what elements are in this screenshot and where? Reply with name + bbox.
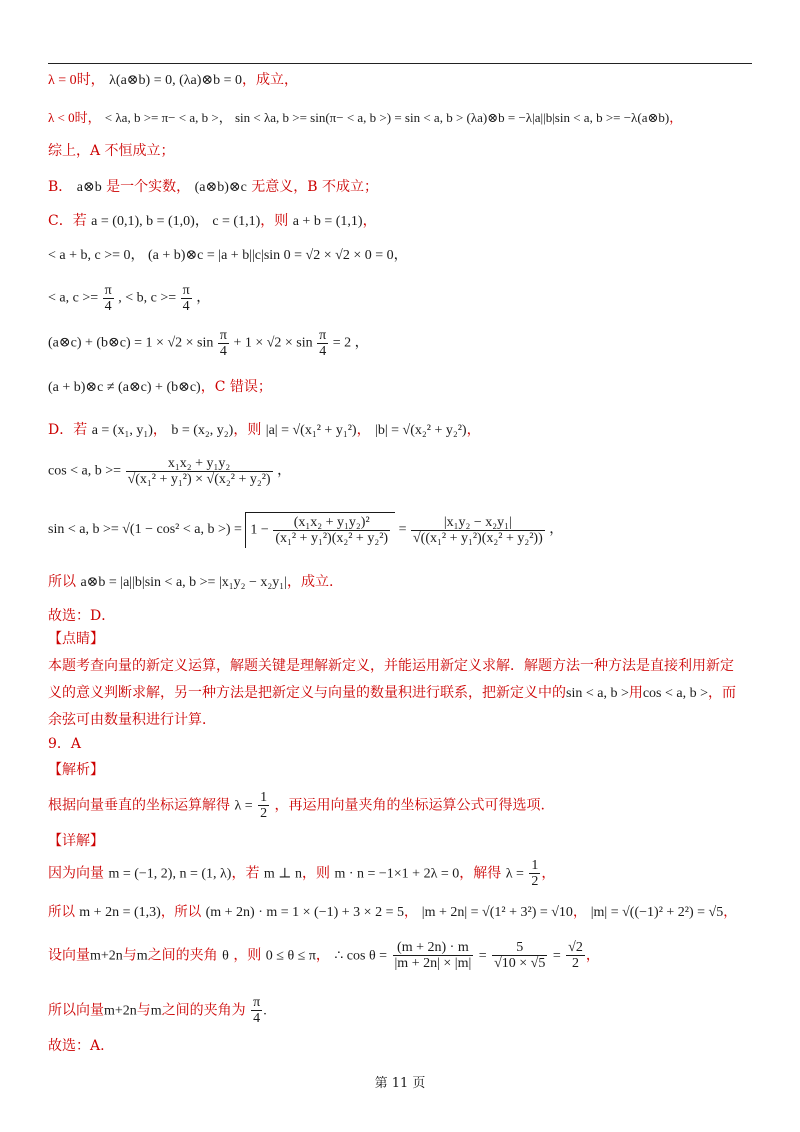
math: (a + b)⊗c ≠ (a⊗c) + (b⊗c) [48,380,201,395]
text: ，若 [231,865,260,882]
option-d-line [48,420,758,441]
math: < λa, b >= π− < a, b >， sin < λa, b >= sin(π− < a, b >) = sin < a, b > (λa)⊗b = −λ|a||b|sin < a, b >= −λ(a⊗b) [104,110,670,125]
numerator: 1 [531,858,539,873]
math-line [48,283,758,314]
text: 所以 [48,574,76,590]
math: λ(a⊗b) = 0, (λa)⊗b = 0 [109,73,243,88]
text: ， [315,947,330,964]
denominator: |m + 2n| × |m| [394,956,472,971]
denominator: √10 × √5 [494,956,546,971]
fraction [492,940,547,971]
fraction [273,515,390,546]
denominator: √(x₁² + y₁²) × √(x₂² + y₂²) [127,472,271,487]
sqrt [245,512,395,548]
numerator: (m + 2n) · m [393,940,474,956]
text-line [48,902,758,923]
fraction [251,995,262,1026]
math-line [48,512,758,548]
math: +2 [100,948,116,964]
text: ，则 [233,947,262,964]
text-line: 本题考查向量的新定义运算，解题关键是理解新定义，并能运用新定义求解．解题方法一种方法是直接利用新定 [48,658,734,674]
text: ，则 [301,865,330,882]
fraction [566,940,585,971]
math: m + 2n = (1,3) [79,905,161,920]
text: ， [585,947,600,964]
text-line [48,108,758,129]
math: m [136,948,148,964]
math: m [90,948,101,964]
text-line: 综上，A 不恒成立； [48,143,175,159]
text-line [48,995,758,1026]
math: λ = 0 [48,73,77,88]
text: ， [356,422,371,438]
text: ，再运用向量夹角的坐标运算公式可得选项. [274,797,545,814]
numerator: π [182,283,190,298]
math: ， [196,290,211,306]
math: a⊗b = |a||b|sin < a, b >= |x₁y₂ − x₂y₁| [80,575,287,590]
math: sin < a, b >= √(1 − cos² < a, b >) = [48,522,242,538]
text: 之间的夹角为 [161,1002,246,1019]
text-line [48,790,758,821]
math-line: < a + b, c >= 0， (a + b)⊗c = |a + b||c|sin 0 = √2 × √2 × 0 = 0， [48,248,408,263]
fraction [103,283,114,314]
text: ， [541,865,556,882]
text: 根据向量垂直的坐标运算解得 [48,797,230,814]
section-heading: 【详解】 [48,833,104,849]
fraction [258,790,269,821]
text: 义的意义判断求解，另一种方法是把新定义与向量的数量积进行联系，把新定义中的 [48,685,566,701]
text: ，解得 [459,865,502,882]
math: 1 − [250,522,269,538]
text: ，成立. [286,574,334,590]
math: λ = [505,866,524,882]
text: 与 [136,1002,151,1019]
text: 所以 [48,904,75,920]
numerator: 5 [492,940,547,956]
denominator: 4 [253,1011,261,1026]
text: ，而 [708,685,737,701]
math: = [552,948,561,964]
math: n [129,1003,137,1019]
math: + 1 × √2 × sin [233,335,313,351]
answer-line: 故选：D． [48,608,116,624]
text: 之间的夹角 [147,947,218,964]
math: θ [222,948,229,964]
math: (m + 2n) · m = 1 × (−1) + 3 × 2 = 5 [205,905,404,920]
math: ， [549,522,564,538]
label: D．若 [48,422,88,438]
numerator: π [219,328,227,343]
fraction [181,283,192,314]
option-b-line [48,177,758,198]
math: (a⊗b)⊗c [194,180,247,195]
math: a = (0,1), b = (1,0)， c = (1,1) [91,214,261,229]
text: 所以向量 [48,1002,104,1019]
denominator: 4 [219,344,227,359]
math: ， [277,463,292,479]
text: 与 [122,947,137,964]
math: m [104,1003,115,1019]
math: a + b = (1,1) [292,214,363,229]
math: λ < 0 [48,110,75,125]
page-footer: 第 11 页 [374,1076,426,1091]
math: 0 ≤ θ ≤ π [265,948,316,964]
denominator: 2 [572,956,580,971]
text: ，成立， [242,72,299,88]
text: ， [466,422,481,438]
text: 无意义，B 不成立； [251,179,379,195]
math-line [48,456,758,487]
text-line [48,940,758,971]
text-line [48,858,758,889]
option-c-line [48,211,758,232]
math: m ⊥ n [263,866,302,882]
text: 时， [74,111,101,126]
numerator: π [104,283,112,298]
text-line: 余弦可由数量积进行计算． [48,712,216,728]
text: ，则 [233,422,262,438]
label: C．若 [48,213,87,229]
denominator: (x₁² + y₁²)(x₂² + y₂²) [275,531,389,546]
header-rule [48,63,752,64]
math: |m| = √((−1)² + 2²) = √5 [590,905,724,920]
math: < a, c >= [48,290,99,306]
text: ， [572,904,587,920]
denominator: 4 [182,299,190,314]
math: cos < a, b > [642,686,709,701]
section-heading: 【解析】 [48,762,104,778]
math: |b| = √(x₂² + y₂²) [375,423,467,438]
text-line [48,572,758,593]
text: 时， [76,72,105,88]
math: m · n = −1×1 + 2λ = 0 [334,866,460,882]
math: ∴ cos θ = [334,948,388,964]
text: ， [723,904,737,920]
math: λ = [234,798,253,814]
math: (a⊗c) + (b⊗c) = 1 × √2 × sin [48,335,214,351]
numerator: π [319,328,327,343]
fraction [317,328,328,359]
math: sin < a, b > [566,686,629,701]
text-line [48,70,758,91]
math: n [115,948,123,964]
question-number: 9．A [48,736,82,752]
math-line [48,328,758,359]
denominator: 2 [531,874,539,889]
text: ，C 错误； [200,379,272,395]
math: = 2 ， [332,335,369,351]
numerator: 1 [260,790,268,805]
text: 是一个实数， [106,179,191,195]
denominator: √((x₁² + y₁²)(x₂² + y₂²)) [412,530,543,546]
fraction [411,515,545,546]
text: ， [403,904,418,920]
text: ，所以 [160,904,202,920]
numerator: x₁x₂ + y₁y₂ [126,456,273,472]
text: ， [152,422,167,438]
numerator: π [253,995,261,1010]
math: = [478,948,487,964]
numerator: √2 [568,940,583,955]
math: a = (x₁, y₁) [91,423,153,438]
denominator: 4 [104,299,112,314]
fraction [218,328,229,359]
denominator: 2 [260,806,268,821]
fraction [393,940,474,971]
math: |m + 2n| = √(1² + 3²) = √10 [421,905,573,920]
math: m [150,1003,162,1019]
denominator: 4 [319,344,327,359]
text: ， [669,111,683,126]
math: = [398,522,407,538]
numerator: (x₁x₂ + y₁y₂)² [273,515,390,531]
text: 用 [628,685,643,701]
answer-line: 故选：A. [48,1038,105,1054]
math: +2 [114,1003,130,1019]
label: B． [48,179,73,195]
section-heading: 【点睛】 [48,631,104,647]
numerator: |x₁y₂ − x₂y₁| [411,515,545,531]
math: m = (−1, 2), n = (1, λ) [108,866,232,882]
text: 设向量 [48,947,90,964]
text: ， [362,213,377,229]
text-line [48,683,758,704]
fraction [529,858,540,889]
fraction [126,456,273,487]
math: b = (x₂, y₂) [171,423,234,438]
math: cos < a, b >= [48,463,122,479]
text: 因为向量 [48,865,104,882]
math: a⊗b [76,180,102,195]
text: ，则 [260,213,289,229]
text-line [48,377,758,398]
math: |a| = √(x₁² + y₁²) [265,423,357,438]
text: . [263,1003,267,1019]
math: , < b, c >= [118,290,177,306]
